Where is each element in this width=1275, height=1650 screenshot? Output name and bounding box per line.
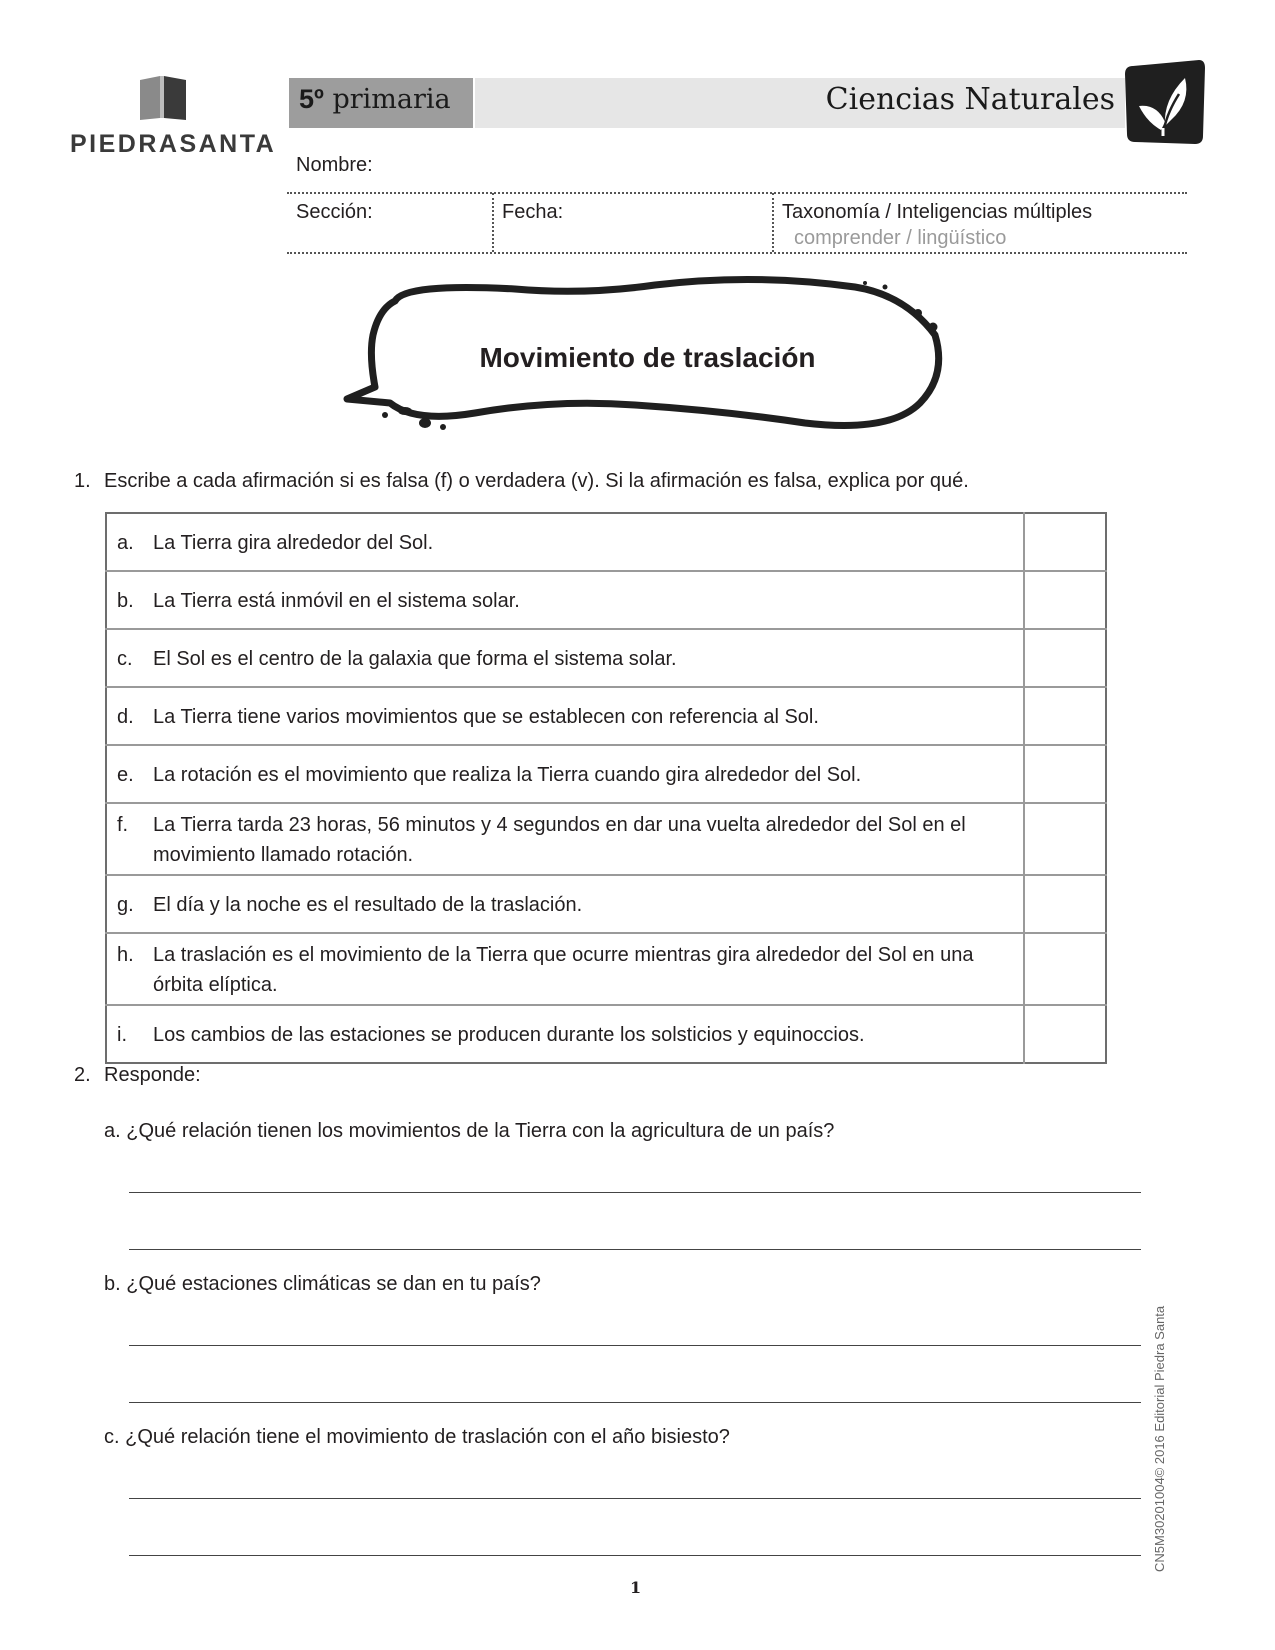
answer-line[interactable] bbox=[129, 1402, 1141, 1403]
sub-question-text: ¿Qué relación tienen los movimientos de la Tierra con la agricultura de un país? bbox=[126, 1120, 835, 1142]
answer-line[interactable] bbox=[129, 1555, 1141, 1556]
table-row bbox=[106, 571, 1106, 629]
taxonomy-sublabel: comprender / lingüístico bbox=[794, 227, 1007, 249]
table-row bbox=[106, 629, 1106, 687]
sub-question bbox=[104, 1273, 541, 1296]
sub-question-text: ¿Qué estaciones climáticas se dan en tu país? bbox=[126, 1273, 541, 1295]
grade-number: 5º bbox=[299, 84, 324, 114]
statement-letter: d. bbox=[117, 706, 134, 728]
subject-title: Ciencias Naturales bbox=[825, 82, 1115, 117]
statements-table bbox=[105, 512, 1107, 1064]
answer-cell[interactable] bbox=[1024, 803, 1106, 875]
table-row bbox=[106, 1005, 1106, 1063]
divider bbox=[287, 192, 1187, 194]
question-number: 1. bbox=[74, 470, 91, 492]
table-row bbox=[106, 687, 1106, 745]
answer-cell[interactable] bbox=[1024, 571, 1106, 629]
copyright-notice: CN5M30201004© 2016 Editorial Piedra Santa bbox=[1152, 1305, 1167, 1572]
statement-text: El día y la noche es el resultado de la traslación. bbox=[153, 894, 583, 916]
sub-question-letter: a. bbox=[104, 1120, 121, 1142]
subject-band bbox=[475, 78, 1125, 128]
page-number: 1 bbox=[630, 1578, 642, 1597]
statement-text: El Sol es el centro de la galaxia que forma el sistema solar. bbox=[153, 648, 677, 670]
leaf-icon bbox=[1125, 60, 1205, 144]
sub-question-text: ¿Qué relación tiene el movimiento de traslación con el año bisiesto? bbox=[125, 1426, 730, 1448]
date-field-label: Fecha: bbox=[502, 201, 564, 223]
statement-letter: c. bbox=[117, 648, 133, 670]
statement-text: Los cambios de las estaciones se producen durante los solsticios y equinoccios. bbox=[153, 1024, 865, 1046]
grade-box bbox=[289, 78, 473, 128]
statement-letter: b. bbox=[117, 590, 134, 612]
answer-line[interactable] bbox=[129, 1498, 1141, 1499]
table-row bbox=[106, 933, 1106, 1005]
answer-cell[interactable] bbox=[1024, 629, 1106, 687]
answer-line[interactable] bbox=[129, 1345, 1141, 1346]
statement-text: La Tierra tarda 23 horas, 56 minutos y 4 segundos en dar una vuelta alrededor del Sol en el movimiento llamado rotación. bbox=[153, 814, 966, 866]
question-text: Escribe a cada afirmación si es falsa (f) o verdadera (v). Si la afirmación es falsa, explica por qué. bbox=[104, 470, 969, 492]
divider bbox=[287, 252, 1187, 254]
taxonomy-label: Taxonomía / Inteligencias múltiples bbox=[782, 201, 1093, 223]
logo-text: PIEDRASANTA bbox=[70, 130, 277, 158]
book-logo-icon bbox=[138, 74, 188, 122]
statement-letter: a. bbox=[117, 532, 134, 554]
sub-question bbox=[104, 1426, 730, 1449]
answer-line[interactable] bbox=[129, 1192, 1141, 1193]
name-field-label: Nombre: bbox=[296, 154, 373, 176]
table-row bbox=[106, 745, 1106, 803]
answer-cell[interactable] bbox=[1024, 1005, 1106, 1063]
statement-letter: g. bbox=[117, 894, 134, 916]
statement-letter: f. bbox=[117, 814, 129, 836]
question-number: 2. bbox=[74, 1064, 91, 1086]
statement-letter: i. bbox=[117, 1024, 127, 1046]
sub-question-letter: c. bbox=[104, 1426, 120, 1448]
section-field-label: Sección: bbox=[296, 201, 373, 223]
statement-text: La rotación es el movimiento que realiza la Tierra cuando gira alrededor del Sol. bbox=[153, 764, 862, 786]
grade-label bbox=[299, 84, 451, 115]
statement-text: La Tierra está inmóvil en el sistema solar. bbox=[153, 590, 520, 612]
worksheet-title: Movimiento de traslación bbox=[479, 342, 816, 373]
statement-text: La Tierra tiene varios movimientos que se establecen con referencia al Sol. bbox=[153, 706, 819, 728]
answer-line[interactable] bbox=[129, 1249, 1141, 1250]
statement-text: La traslación es el movimiento de la Tierra que ocurre mientras gira alrededor del Sol en una órbita elíptica. bbox=[153, 944, 974, 996]
statement-text: La Tierra gira alrededor del Sol. bbox=[153, 532, 434, 554]
table-row bbox=[106, 875, 1106, 933]
statement-letter: e. bbox=[117, 764, 134, 786]
answer-cell[interactable] bbox=[1024, 687, 1106, 745]
question-text: Responde: bbox=[104, 1064, 201, 1086]
answer-cell[interactable] bbox=[1024, 745, 1106, 803]
answer-cell[interactable] bbox=[1024, 875, 1106, 933]
grade-word: primaria bbox=[332, 84, 451, 115]
sub-question bbox=[104, 1120, 834, 1143]
question-2 bbox=[74, 1064, 201, 1087]
sub-question-letter: b. bbox=[104, 1273, 121, 1295]
publisher-logo bbox=[70, 74, 277, 164]
table-row bbox=[106, 803, 1106, 875]
divider bbox=[772, 193, 774, 252]
question-1 bbox=[74, 470, 969, 493]
answer-cell[interactable] bbox=[1024, 933, 1106, 1005]
table-row bbox=[106, 513, 1106, 571]
answer-cell[interactable] bbox=[1024, 513, 1106, 571]
divider bbox=[492, 193, 494, 252]
statement-letter: h. bbox=[117, 944, 134, 966]
